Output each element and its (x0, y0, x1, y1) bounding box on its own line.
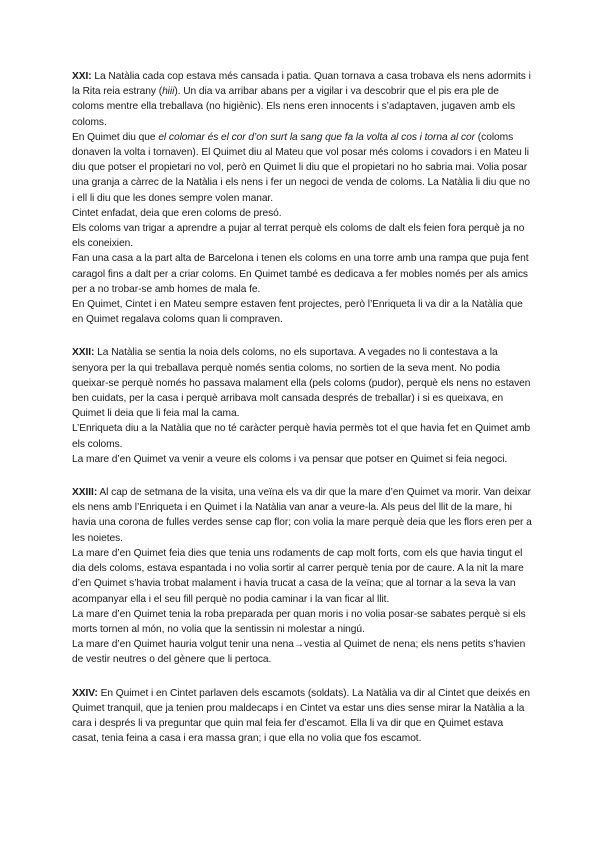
chapter-summary (72, 345, 532, 467)
italic-quote: hiii (162, 86, 175, 98)
paragraph (72, 206, 532, 221)
text-run: La mare d’en Quimet tenia la roba preparada per quan moris i no volia posar-se sabates perquè si els morts tornen al món, no volia que la sentissin ni molestar a ningú. (72, 608, 526, 635)
paragraph (72, 546, 532, 607)
text-run: Els coloms van trigar a aprendre a pujar al terrat perquè els coloms de dalt els feien fora perquè ja no els coneixien. (72, 223, 525, 250)
paragraph (72, 452, 532, 467)
document-page (72, 69, 532, 764)
text-run: En Quimet diu que (72, 131, 159, 143)
paragraph (72, 686, 532, 747)
paragraph (72, 421, 532, 451)
chapter-summary (72, 69, 532, 327)
chapter-heading: XXI: (72, 71, 92, 82)
paragraph (72, 251, 532, 297)
text-run: Al cap de setmana de la visita, una veïna els va dir que la mare d’en Quimet va morir. Van deixar els nens amb l’Enriqueta i en Quimet i la Natàlia van anar a veure-la. Als peus del llit de la mare, hi havia una corona de fulles verdes sense cap flor; con volia la mare perquè deia que les flors eren per a les noietes. (72, 487, 532, 544)
text-run: La Natàlia se sentia la noia dels coloms, no els suportava. A vegades no li contestava a la senyora per la qui treballava perquè només sentia coloms, no sortien de la seva ment. No podia queixar-se perquè només ho passava malament ella (pels coloms (pudor), perquè els nens no estaven ben cuidats, per la casa i perquè arribava molt cansada després de treballar) i si es queixava, en Quimet li deia que li feia mal la cama. (72, 347, 531, 420)
chapter-heading: XXIV: (72, 687, 98, 699)
paragraph (72, 221, 532, 251)
italic-quote: el colomar és el cor d’on surt la sang que fa la volta al cos i torna al cor (158, 131, 476, 143)
text-run: Cintet enfadat, deia que eren coloms de presó. (72, 207, 282, 219)
chapter-summary (72, 686, 532, 747)
chapter-heading: XXIII: (72, 487, 98, 499)
chapter-summary (72, 485, 532, 667)
paragraph (72, 607, 532, 637)
paragraph (72, 485, 532, 546)
text-run: L’Enriqueta diu a la Natàlia que no té caràcter perquè havia permès tot el que havia fet en Quimet amb els coloms. (72, 423, 531, 450)
paragraph (72, 69, 532, 130)
text-run: En Quimet i en Cintet parlaven dels escamots (soldats). La Natàlia va dir al Cintet que deixés en Quimet tranquil, que ja tenien prou maldecaps i en Cintet va estar uns dies sense mirar la Natàlia a la cara i després li va preguntar que quin mal feia fer d’escamot. Ella li va dir que en Quimet estava casat, tenia feina a casa i era massa gran; i que ella no volia que fos escamot. (72, 687, 531, 745)
paragraph (72, 130, 532, 206)
text-run: La mare d’en Quimet hauria volgut tenir una nena→vestia al Quimet de nena; els nens petits s’havien de vestir neutres o del gènere que li pertoca. (72, 639, 526, 666)
text-run: Fan una casa a la part alta de Barcelona i tenen els coloms en una torre amb una rampa que puja fent caragol fins a dalt per a criar coloms. En Quimet també es dedicava a fer mobles només per als amics per a no trobar-se amb homes de mala fe. (72, 253, 529, 295)
text-run: La mare d’en Quimet feia dies que tenia uns rodaments de cap molt forts, com els que havia tingut el dia dels coloms, estava espantada i no volia sortir al carrer perquè tenia por de caure. A la nit la mare d’en Quimet s’havia trobat malament i havia trucat a casa de la veïna; que al tornar a la seva la van acompanyar ella i el seu fill perquè no podia caminar i la van ficar al llit. (72, 547, 524, 605)
paragraph (72, 345, 532, 421)
text-run: (coloms donaven la volta i tornaven). El Quimet diu al Mateu que vol posar més coloms i covadors i en Mateu li diu que potser el propietari no vol, però en Quimet li diu que el propietari no ho sabria mai. Volia posar una granja a càrrec de la Natàlia i els nens i fer un negoci de venda de coloms. La Natàlia li diu que no i ell li diu que les dones sempre volen manar. (72, 131, 531, 204)
text-run: La Natàlia cada cop estava més cansada i patia. Quan tornava a casa trobava els nens adormits i la Rita reia estrany ( (72, 71, 531, 98)
chapter-heading: XXII: (72, 347, 95, 359)
text-run: En Quimet, Cintet i en Mateu sempre estaven fent projectes, però l’Enriqueta li va dir a la Natàlia que en Quimet regalava coloms quan li compraven. (72, 299, 523, 326)
text-run: La mare d’en Quimet va venir a veure els coloms i va pensar que potser en Quimet si feia negoci. (72, 453, 508, 465)
paragraph (72, 637, 532, 667)
text-run: ). Un dia va arribar abans per a vigilar i va descobrir que el pis era ple de coloms mentre ella treballava (no higiènic). Els nens eren innocents i s’adaptaven, jugaven amb els coloms. (72, 86, 515, 128)
paragraph (72, 297, 532, 327)
